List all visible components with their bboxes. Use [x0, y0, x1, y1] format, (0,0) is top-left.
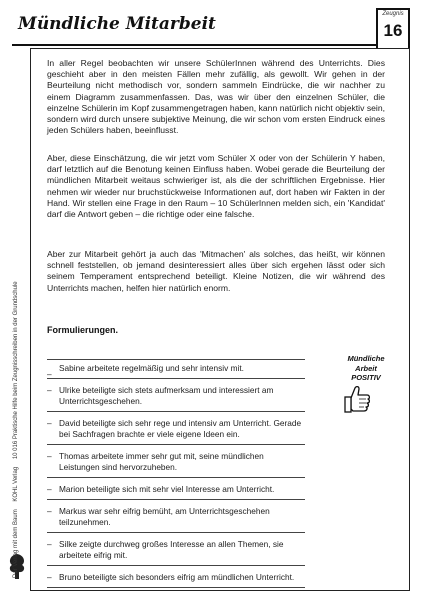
list-item: – Markus war sehr eifrig bemüht, am Unterrichtsgeschehen teilzunehmen.	[47, 506, 305, 533]
list-item: – Sabine arbeitete regelmäßig und sehr intensiv mit.	[47, 359, 305, 379]
list-item-text: Bruno beteiligte sich besonders eifrig am mündlichen Unterricht.	[59, 572, 295, 582]
formulierungen-heading: Formulierungen.	[47, 325, 119, 335]
margin-publisher: KOHL Verlag	[13, 466, 19, 502]
list-item: – Marion beteiligte sich mit sehr viel Interesse am Unterricht.	[47, 484, 305, 500]
page-title: Mündliche Mitarbeit	[18, 14, 216, 34]
side-label	[329, 354, 403, 383]
list-item: – Ulrike beteiligte sich stets aufmerksam und interessiert am Unterrichtsgeschehen.	[47, 385, 305, 412]
side-label-line-3: POSITIV	[351, 373, 381, 382]
writing-line	[47, 477, 305, 478]
header-rule	[12, 44, 377, 46]
list-item-text: David beteiligte sich sehr rege und intensiv am Unterricht. Gerade bei Sachfragen brachte er viele eigene Ideen ein.	[59, 418, 302, 439]
side-label-line-1: Mündliche	[347, 354, 385, 363]
list-item: – Silke zeigte durchweg großes Interesse an allen Themen, sie arbeitete eifrig mit.	[47, 539, 305, 566]
thumbs-up-icon	[342, 384, 372, 416]
page-number-box	[376, 8, 410, 50]
content-box	[30, 48, 410, 591]
list-item-text: Marion beteiligte sich mit sehr viel Interesse am Unterricht.	[59, 484, 275, 494]
intro-paragraph-1: In aller Regel beobachten wir unsere SchülerInnen während des Unterrichts. Dies geschieht aber in den meisten Fällen mehr zufällig, als gewollt. Wir gehen in der Beurteilung nicht methodisch vor, sondern sammeln Eindrücke, die wir nachher zu einem Diagramm zusammenfassen. Das, was wir über den einzelnen Schüler, die einzelne Schülerin im Kopf zusammengetragen haben, kann natürlich nicht objektiv sein, sondern wird durch unsere subjektive Meinung, die wir schon vom ersten Eindruck eines jeden Schülers haben, beeinflusst.	[47, 58, 385, 136]
intro-paragraph-3: Aber zur Mitarbeit gehört ja auch das 'Mitmachen' als solches, das heißt, wir können schnell feststellen, ob jemand desinteressiert alles über sich ergehen lässt oder sich seinem Temperament entsprechend beteiligt. Kleine Notizen, die wir während des Unterrichts machen, helfen hier natürlich enorm.	[47, 249, 385, 293]
writing-line	[47, 499, 305, 500]
list-item-text: Sabine arbeitete regelmäßig und sehr intensiv mit.	[59, 363, 244, 373]
margin-book-title: 10 016 Praktische Hilfe beim Zeugnisschreiben in der Grundschule	[13, 281, 19, 460]
zeugnis-label: Zeugnis	[382, 11, 404, 17]
side-label-line-2: Arbeit	[355, 363, 377, 373]
page-number: 16	[383, 21, 403, 40]
writing-line	[47, 378, 305, 379]
list-item-text: Silke zeigte durchweg großes Interesse an allen Themen, sie arbeitete eifrig mit.	[59, 539, 284, 560]
list-item: – Thomas arbeitete immer sehr gut mit, seine mündlichen Leistungen sind hervorzuheben.	[47, 451, 305, 478]
page-header	[12, 8, 410, 46]
writing-line	[47, 587, 305, 588]
intro-paragraph-2: Aber, diese Einschätzung, die wir jetzt vom Schüler X oder von der Schülerin Y haben, darf letztlich auf die Benotung keinen Einfluss haben. Wobei gerade die Beurteilung der mündlichen Mitarbeit weitaus schwieriger ist, als die der schriftlichen Ergebnisse. Hier nehmen wir wieder nur bruchstückweise Informationen auf, dort haben wir Fakten in der Hand. Wir stellen eine Frage in den Raum – 10 SchülerInnen melden sich, ein 'Kandidat' darf die Antwort geben – die richtige oder eine falsche.	[47, 153, 385, 220]
list-item: – Bruno beteiligte sich besonders eifrig am mündlichen Unterricht.	[47, 572, 305, 588]
writing-line	[47, 565, 305, 566]
formulierungen-list	[47, 351, 305, 588]
writing-line	[47, 444, 305, 445]
margin-slogan: Der Verlag mit dem Baum	[13, 509, 19, 578]
list-item-text: Ulrike beteiligte sich stets aufmerksam und interessiert am Unterrichtsgeschehen.	[59, 385, 274, 406]
list-item-text: Thomas arbeitete immer sehr gut mit, seine mündlichen Leistungen sind hervorzuheben.	[59, 451, 264, 472]
writing-line	[47, 532, 305, 533]
margin-credits	[13, 275, 19, 578]
writing-line	[47, 411, 305, 412]
list-item: – David beteiligte sich sehr rege und intensiv am Unterricht. Gerade bei Sachfragen brachte er viele eigene Ideen ein.	[47, 418, 305, 445]
list-item-text: Markus war sehr eifrig bemüht, am Unterrichtsgeschehen teilzunehmen.	[59, 506, 270, 527]
